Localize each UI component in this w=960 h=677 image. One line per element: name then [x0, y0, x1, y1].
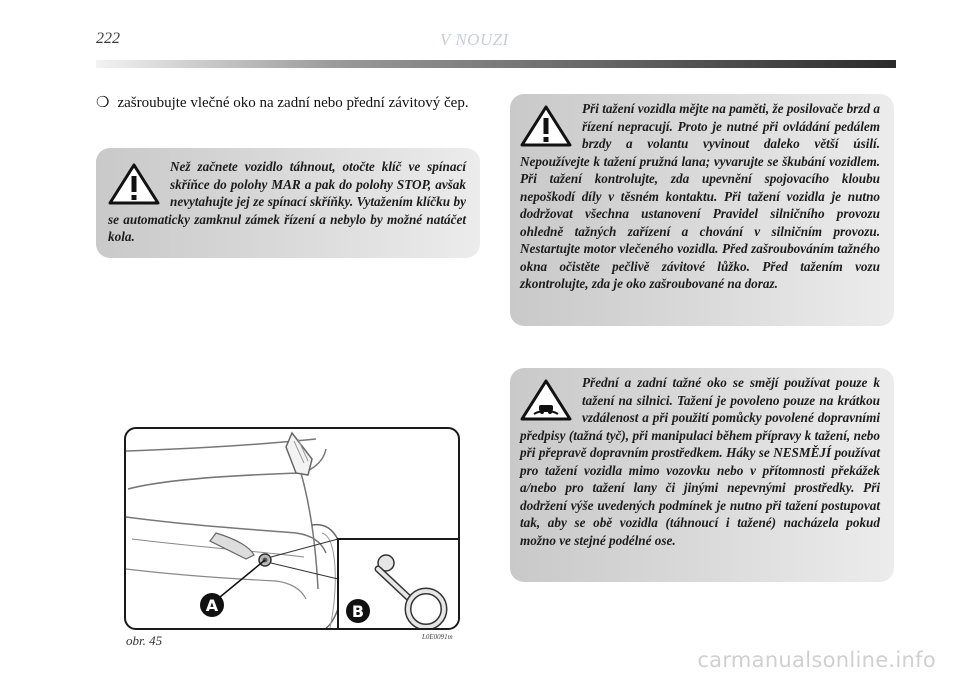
warning-text: Než začnete vozidlo táhnout, otočte klíč ve spínací skříňce do polohy MAR a pak do polohy STOP, avšak nevytahujte jej ze spínací skříňky. Vytažením klíčku by se automaticky zamknul zámek řízení a nebylo by možné natáčet kola. — [108, 159, 466, 244]
page-number: 222 — [96, 30, 120, 47]
figure-caption: obr. 45 — [126, 633, 163, 648]
callout-b: B — [351, 602, 365, 621]
figure-code: L0E0091m — [422, 633, 453, 641]
section-title: V NOUZI — [440, 30, 509, 49]
warning-box-tow-hooks — [510, 368, 894, 582]
warning-box-key — [96, 148, 480, 258]
road-warning-icon — [520, 378, 572, 422]
bullet-text: zašroubujte vlečné oko na zadní nebo přední závitový čep. — [117, 95, 469, 111]
warning-box-towing — [510, 94, 894, 326]
bullet-item — [96, 93, 496, 112]
warning-text: Při tažení vozidla mějte na paměti, že posilovače brzd a řízení nepracují. Proto je nutné při ovládání pedálem brzdy a volantu vyvinout daleko větší úsilí. Nepoužívejte k tažení pružná lana; vyvarujte se škubání vozidlem. Při tažení kontrolujte, zda upevnění spojovacího kloubu nepoškodí díly v těsném kontaktu. Při tažení vozidla je nutno dodržovat všechna ustanovení Pravidel silničního provozu ohledně tažných zařízení a chování v silničním provozu. Nestartujte motor vlečeného vozidla. Před zašroubováním tažného okna očistěte pečlivě závitové lůžko. Před tažením vozu zkontrolujte, zda je oko zašroubované na doraz. — [520, 101, 880, 291]
bullet-symbol: ❍ — [96, 95, 110, 111]
header-rule — [96, 60, 896, 68]
callout-a: A — [205, 596, 219, 615]
watermark: carmanualsonline.info — [697, 648, 936, 672]
warning-triangle-icon — [520, 104, 572, 148]
warning-triangle-icon — [108, 162, 160, 206]
warning-text: Přední a zadní tažné oko se smějí používat pouze k tažení na silnici. Tažení je povoleno pouze na krátkou vzdálenost a při použití pomůcky povolené dopravními předpisy (tažná tyč), při manipulaci během přípravy k tažení, nebo při přepravě dopravním prostředkem. Háky se NESMĚJÍ používat pro tažení vozidla mimo vozovku nebo v přítomnosti překážek a/nebo pro tažení lany či jinými nepevnými prostředky. Při dodržení výše uvedených podmínek je nutno při tažení postupovat tak, aby se obě vozidla (táhnoucí i tažené) nacházela pokud možno ve stejné podélné ose. — [520, 375, 880, 548]
towing-eye-illustration — [124, 427, 460, 630]
